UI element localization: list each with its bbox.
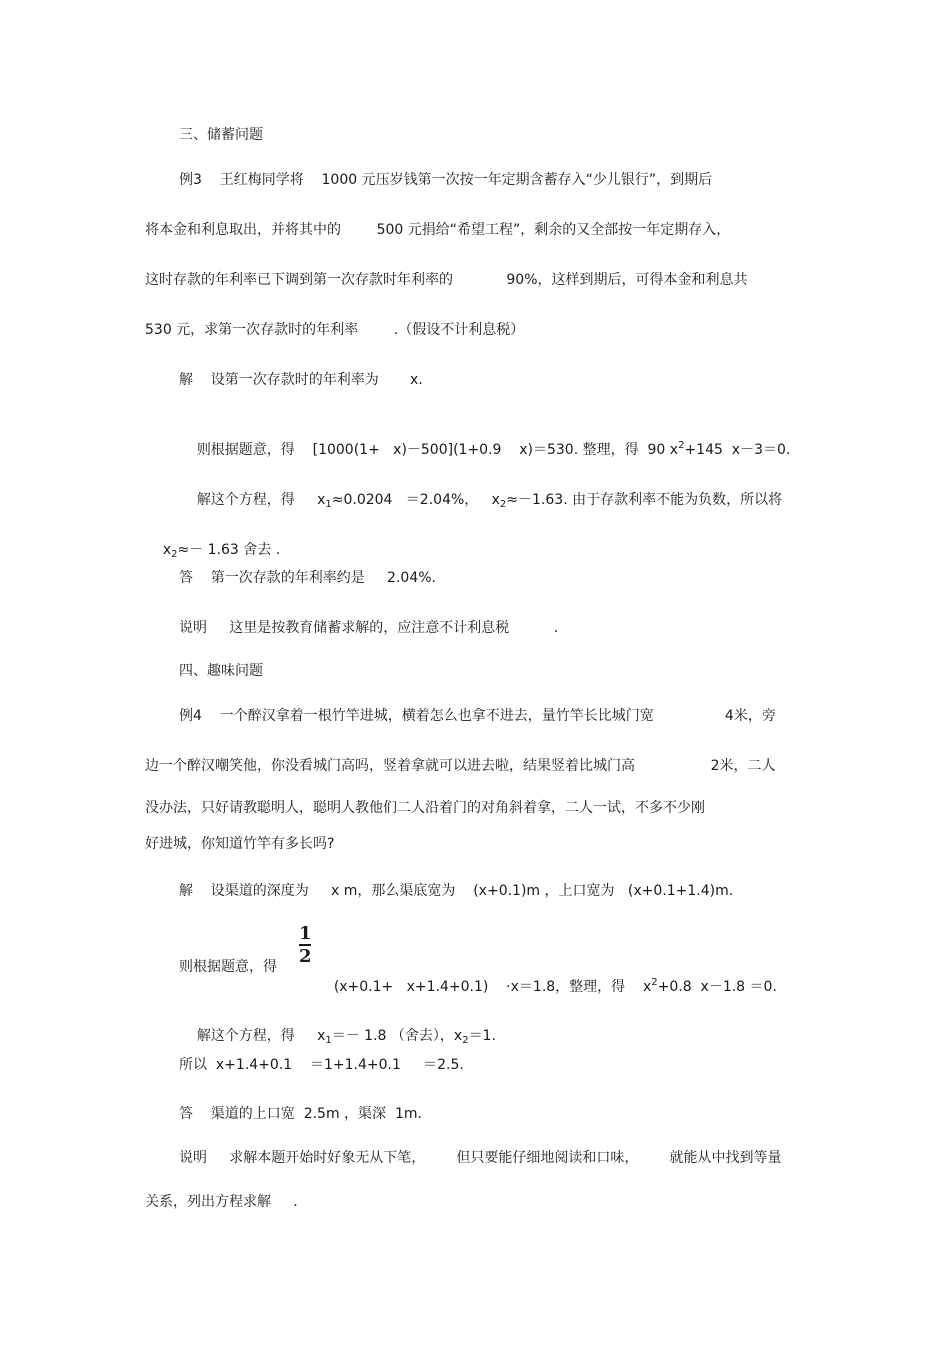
solution-3-line-3 bbox=[179, 470, 783, 510]
solution-4-line-2-text-b: (x+0.1+ x+1.4+0.1) ·x＝1.8，整理，得 x bbox=[333, 979, 652, 995]
answer-3: 答 第一次存款的年利率约是 2.04%. bbox=[179, 570, 436, 586]
solution-4-line-2-text-c: +0.8 x－1.8 ＝0. bbox=[657, 979, 777, 995]
example-3-line-4: 530 元，求第一次存款时的年利率 .（假设不计利息税） bbox=[145, 322, 525, 338]
solution-4-line-1: 解 设渠道的深度为 x m，那么渠底宽为 (x+0.1)m ，上口宽为 (x+0.1+1.4)m. bbox=[179, 883, 734, 899]
solution-3-line-2-text-b: +145 x－3＝0. bbox=[684, 442, 791, 458]
note-4-line-1: 说明 求解本题开始时好象无从下笔， 但只要能仔细地阅读和口味， 就能从中找到等量 bbox=[179, 1150, 782, 1166]
section-heading-fun-problems: 四、趣味问题 bbox=[179, 663, 263, 679]
fraction-denominator: 2 bbox=[299, 946, 312, 967]
solution-3-line-4 bbox=[145, 520, 281, 560]
example-4-line-3: 没办法，只好请教聪明人，聪明人教他们二人沿着门的对角斜着拿，二人一试，不多不少刚 bbox=[145, 800, 705, 816]
subscript: 2 bbox=[462, 1035, 469, 1046]
solution-3-line-4-text-b: ≈－ 1.63 舍去 . bbox=[177, 542, 281, 558]
solution-4-line-2 bbox=[316, 957, 777, 995]
superscript: 2 bbox=[651, 977, 658, 988]
subscript: 1 bbox=[325, 1035, 332, 1046]
solution-4-line-2a: 则根据题意，得 bbox=[179, 959, 277, 975]
subscript: 1 bbox=[325, 499, 332, 510]
subscript: 2 bbox=[499, 499, 507, 510]
solution-3-line-3-text-a: 解这个方程，得 x bbox=[196, 492, 326, 508]
fraction-numerator: 1 bbox=[299, 923, 312, 944]
note-4-line-2: 关系，列出方程求解 . bbox=[145, 1194, 298, 1210]
section-heading-savings: 三、储蓄问题 bbox=[179, 127, 263, 143]
solution-4-line-3-text-c: ＝1. bbox=[468, 1028, 496, 1044]
solution-3-line-1: 解 设第一次存款时的年利率为 x. bbox=[179, 372, 423, 388]
solution-4-line-4: 所以 x+1.4+0.1 ＝1+1.4+0.1 ＝2.5. bbox=[179, 1057, 464, 1073]
subscript: 2 bbox=[171, 549, 178, 560]
superscript: 2 bbox=[678, 440, 685, 451]
note-3: 说明 这里是按教育储蓄求解的，应注意不计利息税 . bbox=[179, 620, 559, 636]
answer-4: 答 渠道的上口宽 2.5m ，渠深 1m. bbox=[179, 1106, 422, 1122]
solution-3-line-2 bbox=[179, 420, 791, 458]
solution-3-line-4-text-a: x bbox=[162, 542, 172, 558]
solution-4-line-3-text-a: 解这个方程，得 x bbox=[196, 1028, 326, 1044]
example-3-line-1: 例3 王红梅同学将 1000 元压岁钱第一次按一年定期含蓄存入“少儿银行”，到期后 bbox=[179, 172, 713, 188]
solution-3-line-3-text-b: ≈0.0204 ＝2.04%， x bbox=[331, 492, 500, 508]
example-3-line-3: 这时存款的年利率已下调到第一次存款时年利率的 90%，这样到期后，可得本金和利息共 bbox=[145, 272, 748, 288]
solution-4-line-3 bbox=[179, 1006, 496, 1046]
example-4-line-2: 边一个醉汉嘲笑他，你没看城门高吗，竖着拿就可以进去啦，结果竖着比城门高 2米，二人 bbox=[145, 758, 776, 774]
example-4-line-1: 例4 一个醉汉拿着一根竹竿进城，横着怎么也拿不进去，量竹竿长比城门宽 4米，旁 bbox=[179, 708, 776, 724]
solution-3-line-2-text-a: 则根据题意，得 [1000(1+ x)－500](1+0.9 x)＝530. 整理，得 90 x bbox=[196, 442, 679, 458]
solution-3-line-3-text-c: ≈－1.63. 由于存款利率不能为负数，所以将 bbox=[506, 492, 783, 508]
example-3-line-2: 将本金和利息取出，并将其中的 500 元捐给“希望工程”，剩余的又全部按一年定期存入， bbox=[145, 222, 731, 238]
example-4-line-4: 好进城，你知道竹竿有多长吗? bbox=[145, 836, 335, 852]
fraction-one-half bbox=[299, 925, 311, 969]
solution-4-line-3-text-b: ＝－ 1.8 （舍去），x bbox=[331, 1028, 463, 1044]
